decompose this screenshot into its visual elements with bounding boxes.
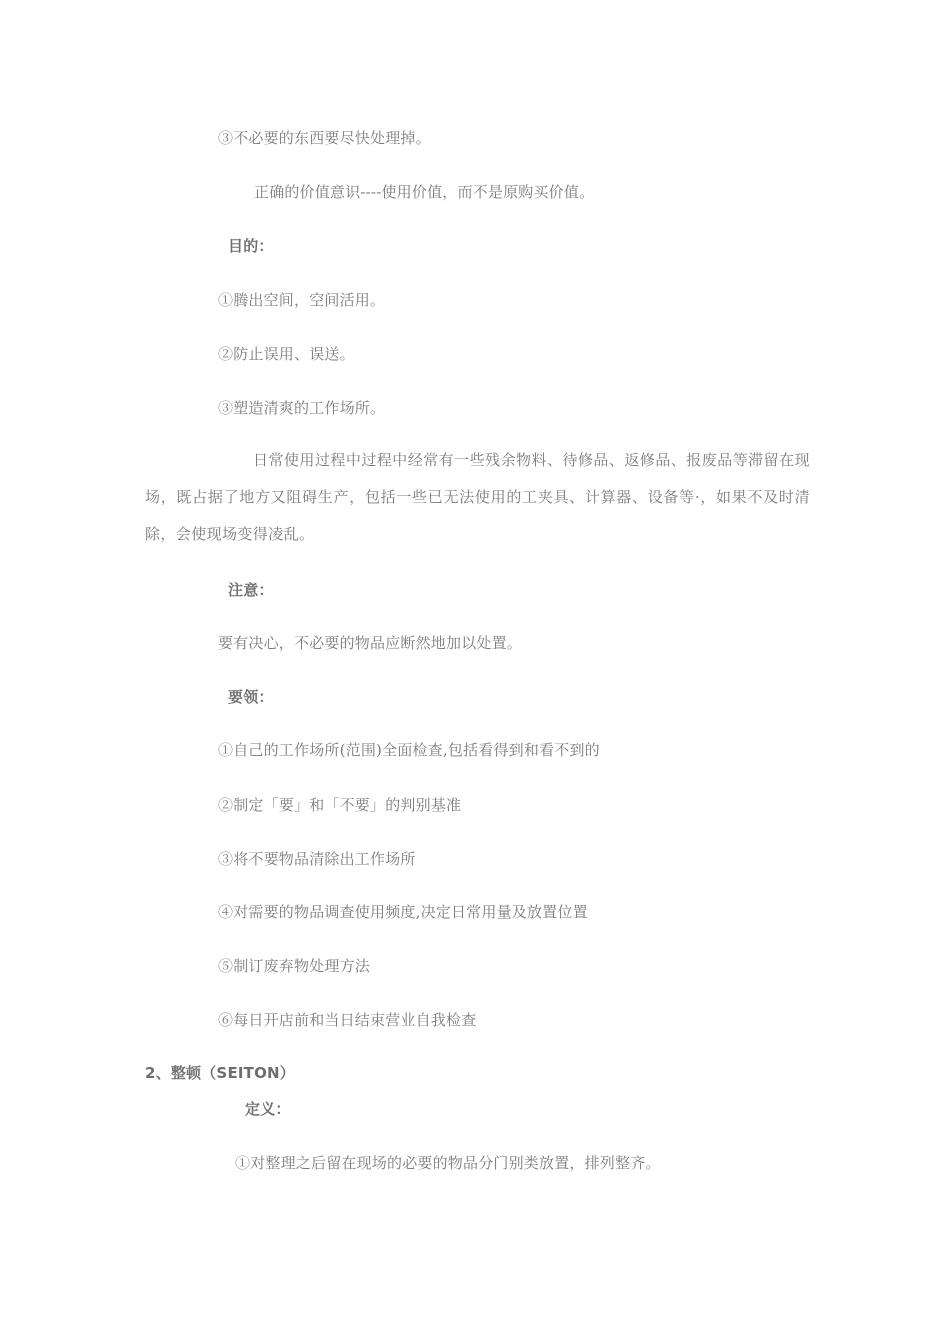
essentials-item: ⑤制订废弃物处理方法 [218, 957, 371, 975]
body-line: 正确的价值意识----使用价值，而不是原购买价值。 [254, 183, 595, 201]
essentials-heading: 要领： [228, 688, 274, 706]
essentials-item: ⑥每日开店前和当日结束营业自我检查 [218, 1011, 477, 1029]
essentials-item: ③将不要物品清除出工作场所 [218, 850, 416, 868]
body-line: ③不必要的东西要尽快处理掉。 [218, 129, 431, 147]
purpose-item: ①腾出空间，空间活用。 [218, 291, 386, 309]
definition-heading: 定义： [245, 1100, 291, 1118]
note-text: 要有决心，不必要的物品应断然地加以处置。 [218, 634, 523, 652]
note-heading: 注意： [228, 581, 274, 599]
definition-item: ①对整理之后留在现场的必要的物品分门别类放置，排列整齐。 [235, 1154, 661, 1172]
body-paragraph: 日常使用过程中过程中经常有一些残余物料、待修品、返修品、报废品等滞留在现场，既占据了地方又阻碍生产，包括一些已无法使用的工夹具、计算器、设备等·，如果不及时清除，会使现场变得凌乱。 [145, 451, 810, 543]
essentials-item: ④对需要的物品调查使用频度,决定日常用量及放置位置 [218, 903, 588, 921]
section-heading: 2、整顿（SEITON） [145, 1064, 296, 1082]
purpose-heading: 目的： [228, 237, 274, 255]
essentials-item: ②制定「要」和「不要」的判别基准 [218, 796, 462, 814]
essentials-item: ①自己的工作场所(范围)全面检查,包括看得到和看不到的 [218, 741, 600, 759]
purpose-item: ③塑造清爽的工作场所。 [218, 399, 386, 417]
purpose-item: ②防止误用、误送。 [218, 345, 355, 363]
